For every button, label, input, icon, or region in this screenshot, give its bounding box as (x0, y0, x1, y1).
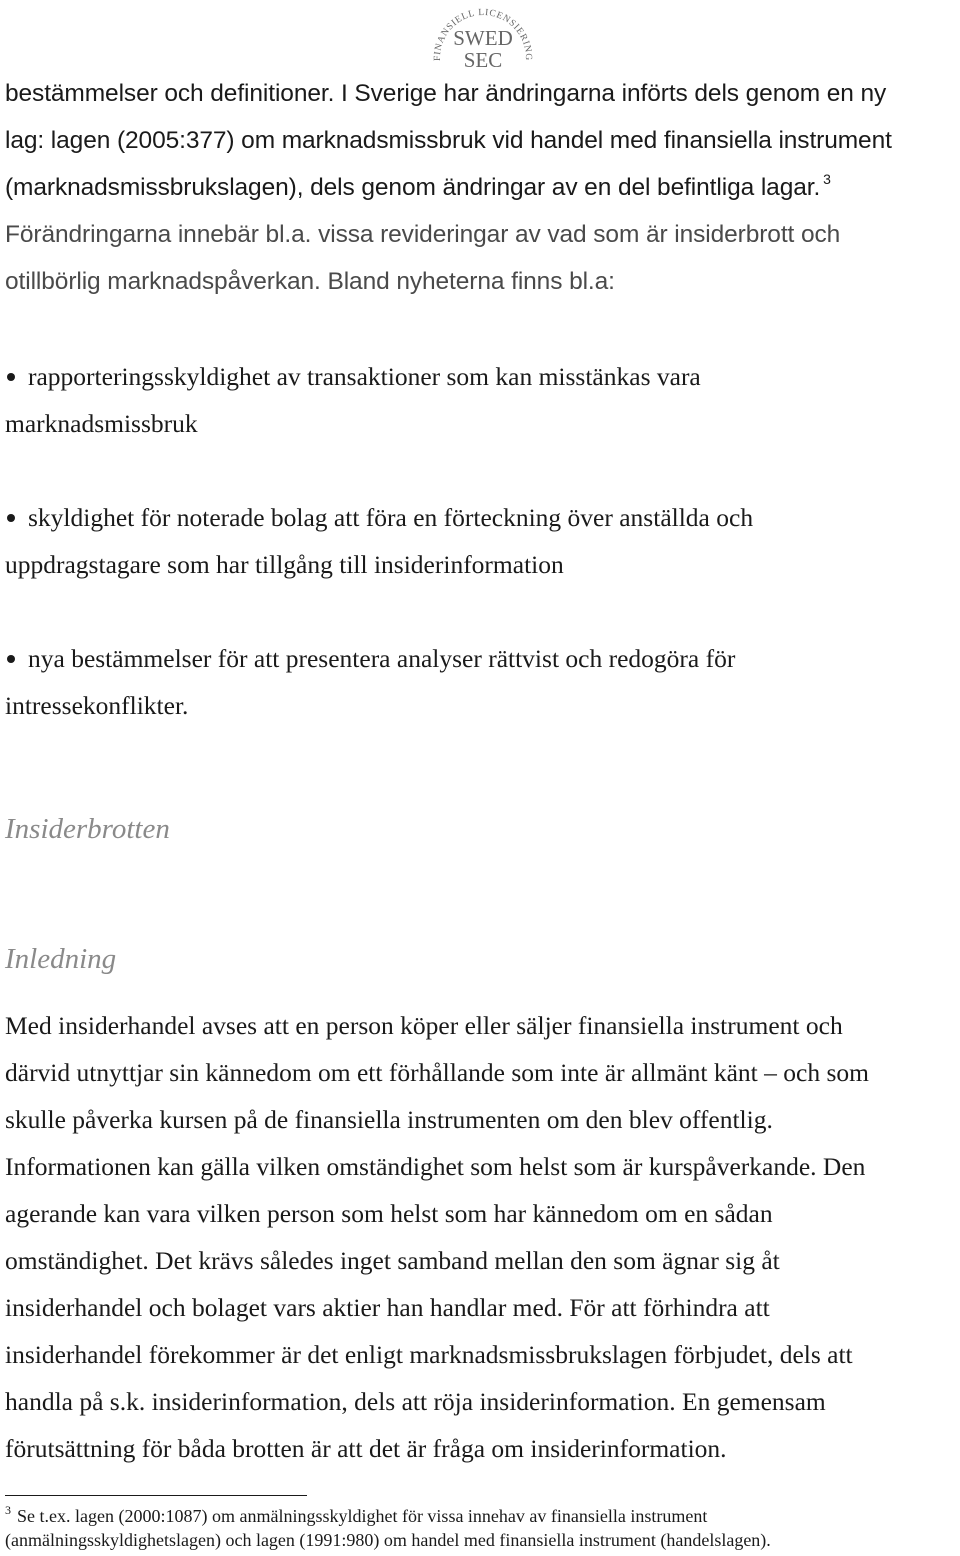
bullet-text: rapporteringsskyldighet av transaktioner som kan misstänkas vara (28, 362, 701, 391)
intro-line-5: otillbörlig marknadspåverkan. Bland nyheterna finns bl.a: (5, 268, 615, 295)
body-line: förutsättning för båda brotten är att det är fråga om insiderinformation. (5, 1434, 727, 1463)
section-heading-insiderbrotten: Insiderbrotten (5, 813, 170, 845)
footnote-text: Se t.ex. lagen (2000:1087) om anmälningsskyldighet för vissa innehav av finansiella instrument (17, 1506, 708, 1526)
body-line: Informationen kan gälla vilken omständighet som helst som är kurspåverkande. Den (5, 1152, 866, 1181)
body-line: handla på s.k. insiderinformation, dels att röja insiderinformation. En gemensam (5, 1387, 826, 1416)
bullet-continuation: marknadsmissbruk (5, 409, 198, 438)
intro-line-3-text: (marknadsmissbrukslagen), dels genom ändringar av en del befintliga lagar. (5, 174, 821, 201)
bullet-item (5, 362, 701, 392)
body-line: därvid utnyttjar sin kännedom om ett förhållande som inte är allmänt känt – och som (5, 1058, 869, 1087)
bullet-continuation: uppdragstagare som har tillgång till insiderinformation (5, 550, 564, 579)
bullet-item (5, 503, 753, 533)
bullet-text: skyldighet för noterade bolag att föra en förteckning över anställda och (28, 503, 754, 532)
swedsec-logo-icon (430, 0, 536, 72)
swedsec-logo (430, 0, 536, 72)
intro-line-1: bestämmelser och definitioner. I Sverige har ändringarna införts dels genom en ny (5, 80, 887, 107)
footnote-number: 3 (5, 1503, 11, 1517)
bullet-icon (7, 373, 15, 381)
body-line: skulle påverka kursen på de finansiella instrumenten om den blev offentlig. (5, 1105, 773, 1134)
section-heading-inledning: Inledning (5, 943, 117, 975)
body-line: Med insiderhandel avses att en person köper eller säljer finansiella instrument och (5, 1011, 843, 1040)
body-line: insiderhandel förekommer är det enligt marknadsmissbrukslagen förbjudet, dels att (5, 1340, 853, 1369)
footnote-divider (5, 1495, 307, 1496)
intro-line-2: lag: lagen (2005:377) om marknadsmissbruk vid handel med finansiella instrument (5, 127, 892, 154)
footnote-line-1 (5, 1503, 708, 1527)
intro-line-3 (5, 171, 831, 202)
intro-line-4: Förändringarna innebär bl.a. vissa revideringar av vad som är insiderbrott och (5, 221, 841, 248)
logo-word-swed: SWED (453, 26, 513, 50)
bullet-text: nya bestämmelser för att presentera analyser rättvist och redogöra för (28, 644, 736, 673)
body-line: omständighet. Det krävs således inget samband mellan den som ägnar sig åt (5, 1246, 780, 1275)
footnote-line-2: (anmälningsskyldighetslagen) och lagen (1991:980) om handel med finansiella instrument (handelslagen). (5, 1530, 771, 1550)
footnote-ref[interactable]: 3 (823, 171, 831, 187)
body-line: insiderhandel och bolaget vars aktier han handlar med. För att förhindra att (5, 1293, 770, 1322)
logo-arc-text: FINANSIELL LICENSIERING (432, 7, 534, 62)
bullet-icon (7, 514, 15, 522)
bullet-continuation: intressekonflikter. (5, 691, 189, 720)
bullet-icon (7, 655, 15, 663)
bullet-item (5, 644, 735, 674)
logo-word-sec: SEC (463, 48, 503, 72)
body-line: agerande kan vara vilken person som helst som har kännedom om en sådan (5, 1199, 773, 1228)
